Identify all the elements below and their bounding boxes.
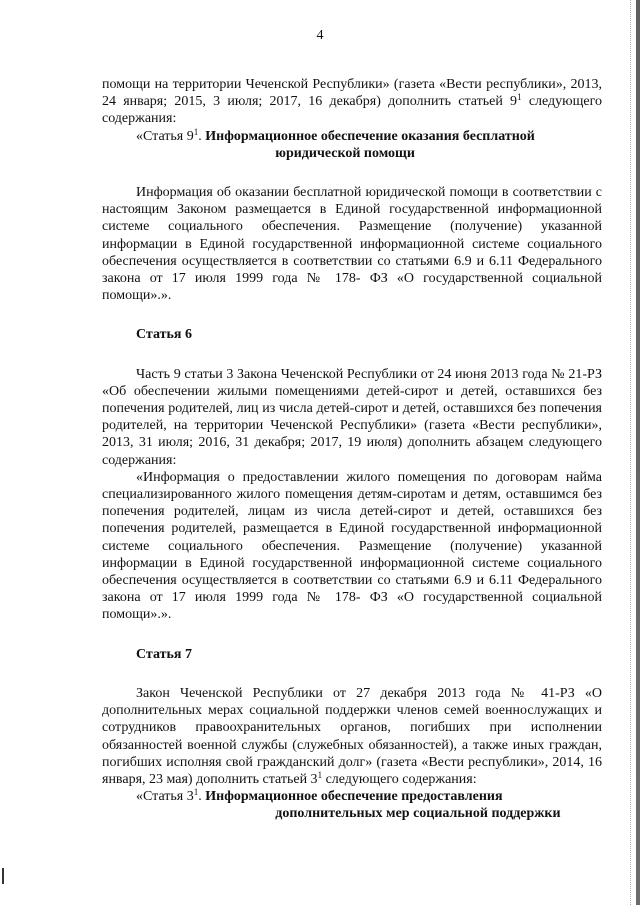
article-9-1-title bbox=[205, 128, 535, 162]
document-body bbox=[102, 76, 602, 823]
article-3-1-heading bbox=[136, 788, 602, 822]
article-7-paragraph bbox=[102, 685, 602, 788]
article-9-1-prefix bbox=[136, 128, 205, 162]
article-3-1-prefix bbox=[136, 788, 205, 822]
article-9-1-dot: . bbox=[198, 128, 206, 144]
article-3-1-title bbox=[205, 788, 560, 822]
intro-paragraph bbox=[102, 76, 602, 128]
article-3-1-superscript: 1 bbox=[193, 787, 199, 798]
article-9-1-label: «Статья 9 bbox=[136, 128, 194, 144]
article-7-heading: Статья 7 bbox=[136, 646, 192, 662]
article-3-1-dot: . bbox=[198, 789, 206, 805]
article-3-1-title-line1: Информационное обеспечение предоставления bbox=[205, 789, 503, 805]
intro-text: помощи на территории Чеченской Республики» (газета «Вести республики», 2013, 24 января; 2015, 3 июля; 2017, 16 декабря) дополнить статьей 9 bbox=[102, 77, 602, 110]
article-9-1-title-line1: Информационное обеспечение оказания бесплатной bbox=[205, 128, 535, 144]
article-9-1-heading bbox=[136, 128, 602, 162]
article-7-tail: следующего содержания: bbox=[325, 771, 477, 787]
article-9-1-paragraph: Информация об оказании бесплатной юридической помощи в соответствии с настоящим Законом размещается в Единой государственной информационной системе социального обеспечения. Размещение (получение) указанной информации в Единой государственной информационной системе социального обеспечения осуществляется в соответствии со статьями 6.9 и 6.11 Федерального закона от 17 июля 1999 года № 178- ФЗ «О государственной социальной помощи».». bbox=[102, 185, 602, 304]
scan-edge-shadow bbox=[629, 0, 631, 905]
page-number: 4 bbox=[316, 28, 324, 43]
article-9-1-superscript: 1 bbox=[193, 126, 199, 137]
article-3-1-title-line2: дополнительных мер социальной поддержки bbox=[275, 806, 561, 822]
intro-superscript: 1 bbox=[517, 92, 522, 103]
article-6-quote: «Информация о предоставлении жилого помещения по договорам найма специализированного жилого помещения детям-сиротам и детям, оставшимся без попечения родителей, лицам из числа детей-сирот и детей, оставшихся без попечения родителей, размещается в Единой государственной информационной системе социального обеспечения. Размещение (получение) указанной информации в Единой государственной информационной системе социального обеспечения осуществляется в соответствии со статьями 6.9 и 6.11 Федерального закона от 17 июля 1999 года № 178- ФЗ «О государственной социальной помощи».». bbox=[102, 469, 602, 623]
article-7-superscript: 1 bbox=[317, 769, 323, 780]
article-6-paragraph: Часть 9 статьи 3 Закона Чеченской Республики от 24 июня 2013 года № 21-РЗ «Об обеспечении жилыми помещениями детей-сирот и детей, оставшихся без попечения родителей, лиц из числа детей-сирот и детей, оставшихся без попечения родителей, на территории Чеченской Республики» (газета «Вести республики», 2013, 31 июля; 2016, 31 декабря; 2017, 19 июля) дополнить абзацем следующего содержания: bbox=[102, 366, 602, 468]
scan-left-mark bbox=[2, 868, 4, 884]
article-3-1-label: «Статья 3 bbox=[136, 789, 194, 805]
article-6-heading: Статья 6 bbox=[136, 327, 192, 343]
intro-tail: следующего содержания: bbox=[102, 94, 603, 127]
article-7-text: Закон Чеченской Республики от 27 декабря 2013 года № 41-РЗ «О дополнительных мерах социальной поддержки членов семей военнослужащих и сотрудников правоохранительных органов, погибших при исполнении обязанностей военной службы (служебных обязанностей), а также иных граждан, погибших исполняя свой гражданский долг» (газета «Вести республики», 2014, 16 января, 23 мая) дополнить статьей 3 bbox=[102, 685, 602, 787]
scan-right-edge bbox=[636, 0, 640, 905]
article-9-1-title-line2: юридической помощи bbox=[275, 145, 415, 161]
